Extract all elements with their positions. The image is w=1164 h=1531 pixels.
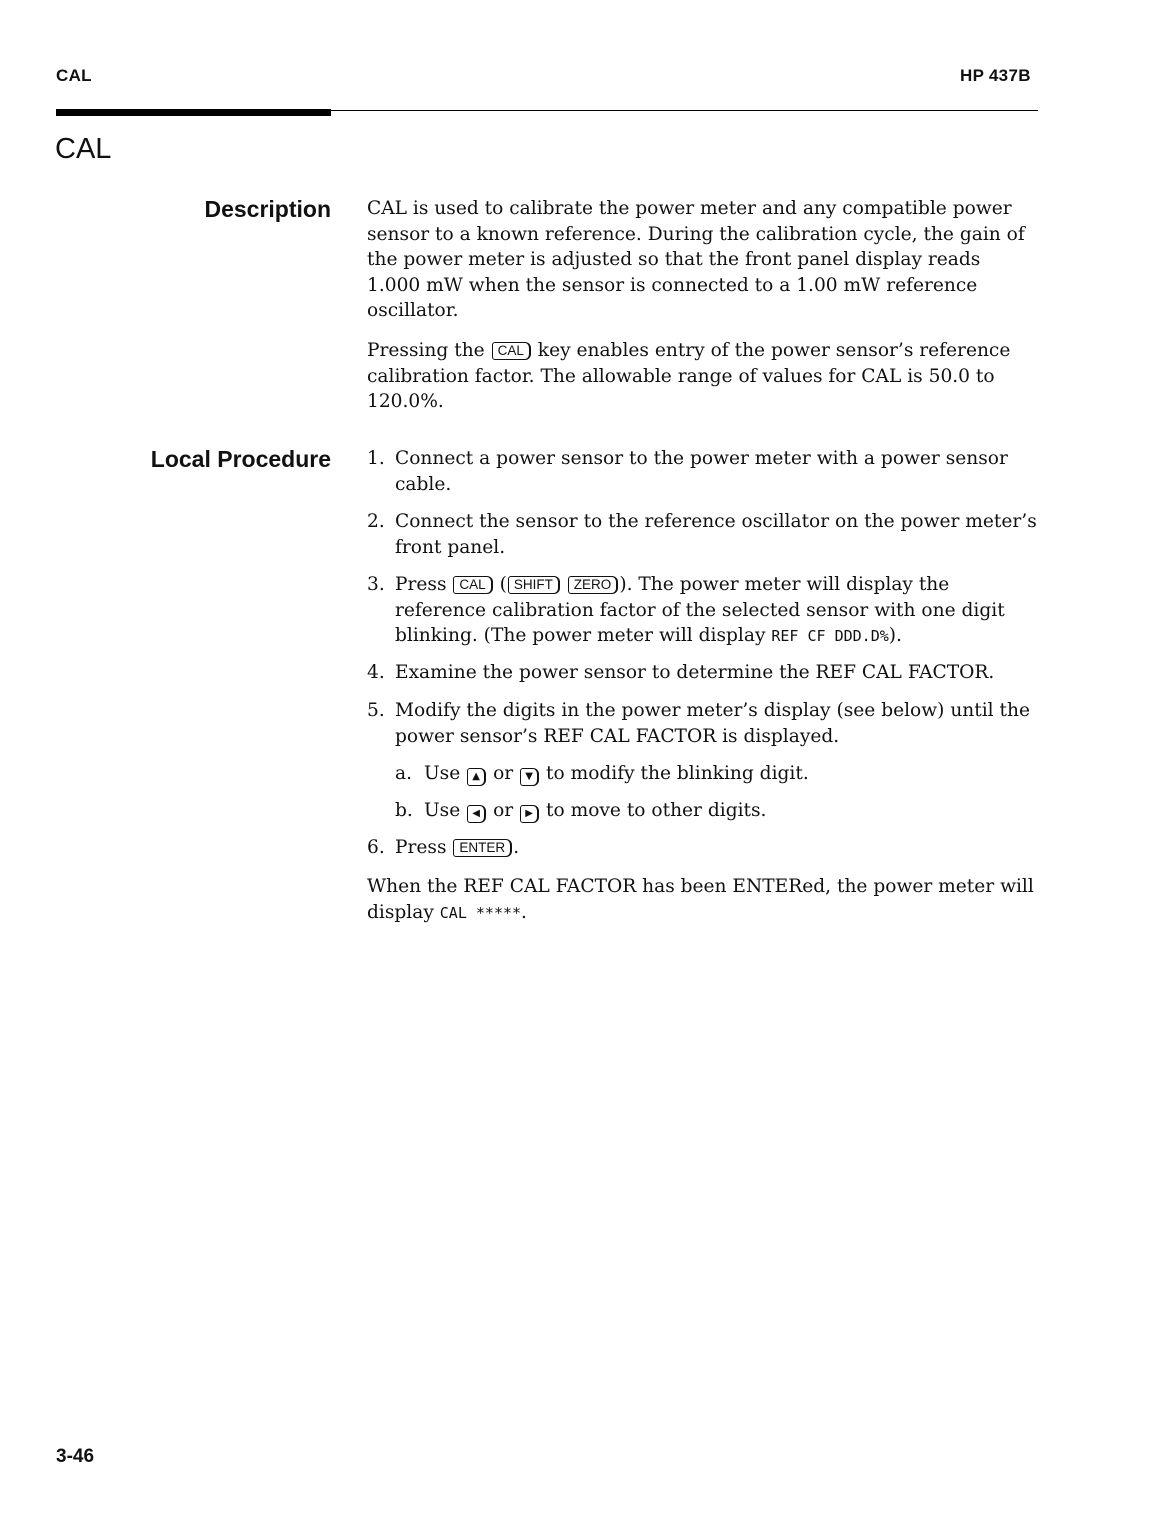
- substep-or: or: [493, 800, 514, 821]
- substep-post: to move to other digits.: [546, 800, 767, 821]
- step-text: Connect a power sensor to the power meter with a power sensor cable.: [395, 448, 1008, 495]
- p2-pre-text: Pressing the: [367, 340, 485, 361]
- closing-end: .: [521, 901, 527, 923]
- running-header-right: HP 437B: [960, 66, 1031, 85]
- step-number: 2.: [367, 511, 385, 532]
- step-number: 4.: [367, 662, 385, 683]
- description-paragraph-1: CAL is used to calibrate the power meter and any compatible power sensor to a known reference. During the calibration cycle, the gain of the power meter is adjusted so that the front panel display reads 1.000 mW when the sensor is connected to a 1.00 mW reference oscillator.: [367, 198, 1025, 321]
- step-number: 1.: [367, 448, 385, 469]
- cal-key: CAL: [453, 576, 492, 594]
- closing-paragraph: [367, 874, 1039, 926]
- substep-text: [424, 761, 1034, 787]
- zero-key: ZERO: [568, 576, 619, 594]
- substep-text: [424, 798, 1034, 824]
- substep-pre: Use: [424, 800, 461, 821]
- display-readout-cal: CAL *****: [439, 903, 522, 922]
- step-3-end: ).: [888, 625, 902, 646]
- step-number: 6.: [367, 837, 385, 858]
- section-heading-description: Description: [204, 196, 331, 222]
- enter-key: ENTER: [453, 839, 512, 857]
- page-title: CAL: [55, 133, 112, 165]
- paren-close: ).: [619, 574, 633, 595]
- substep-post: to modify the blinking digit.: [546, 763, 809, 784]
- section-heading-local-procedure: Local Procedure: [150, 446, 331, 472]
- arrow-left-key-icon: ◀: [467, 805, 486, 823]
- step-text: Modify the digits in the power meter’s display (see below) until the power sensor’s REF CAL FACTOR is displayed.: [395, 700, 1030, 747]
- step-3-pre: Press: [395, 574, 447, 595]
- p2-post-text: key enables entry of the power sensor’s reference calibration factor. The allowable range of values for CAL is 50.0 to 120.0%.: [367, 340, 1011, 412]
- arrow-right-key-icon: ▶: [520, 805, 539, 823]
- closing-text: When the REF CAL FACTOR has been ENTERed, the power meter will display: [367, 876, 1034, 923]
- arrow-down-key-icon: ▼: [520, 768, 539, 786]
- substep-letter: a.: [395, 763, 412, 784]
- running-header-left: CAL: [56, 66, 92, 85]
- page-number: 3-46: [56, 1446, 95, 1467]
- step-6-pre: Press: [395, 837, 447, 858]
- arrow-up-key-icon: ▲: [467, 768, 486, 786]
- description-paragraph-2: [367, 338, 1039, 415]
- substep-letter: b.: [395, 800, 413, 821]
- step-text: [395, 835, 1039, 861]
- header-rule-thick: [56, 109, 331, 116]
- substep-pre: Use: [424, 763, 461, 784]
- header-rule-thin: [331, 110, 1038, 111]
- display-readout-ref-cf: REF CF DDD.D%: [771, 627, 889, 645]
- step-number: 3.: [367, 574, 385, 595]
- step-text: Connect the sensor to the reference oscillator on the power meter’s front panel.: [395, 511, 1037, 558]
- step-number: 5.: [367, 700, 385, 721]
- paren-open: (: [499, 574, 507, 595]
- step-text: Examine the power sensor to determine the REF CAL FACTOR.: [395, 662, 995, 683]
- step-6-post: .: [513, 837, 520, 858]
- cal-key: CAL: [492, 342, 531, 360]
- step-text: [395, 572, 1039, 650]
- step-3-post: The power meter will display the reference calibration factor of the selected sensor with one digit blinking. (The power meter will display: [395, 574, 1005, 646]
- shift-key: SHIFT: [508, 576, 560, 594]
- substep-or: or: [493, 763, 514, 784]
